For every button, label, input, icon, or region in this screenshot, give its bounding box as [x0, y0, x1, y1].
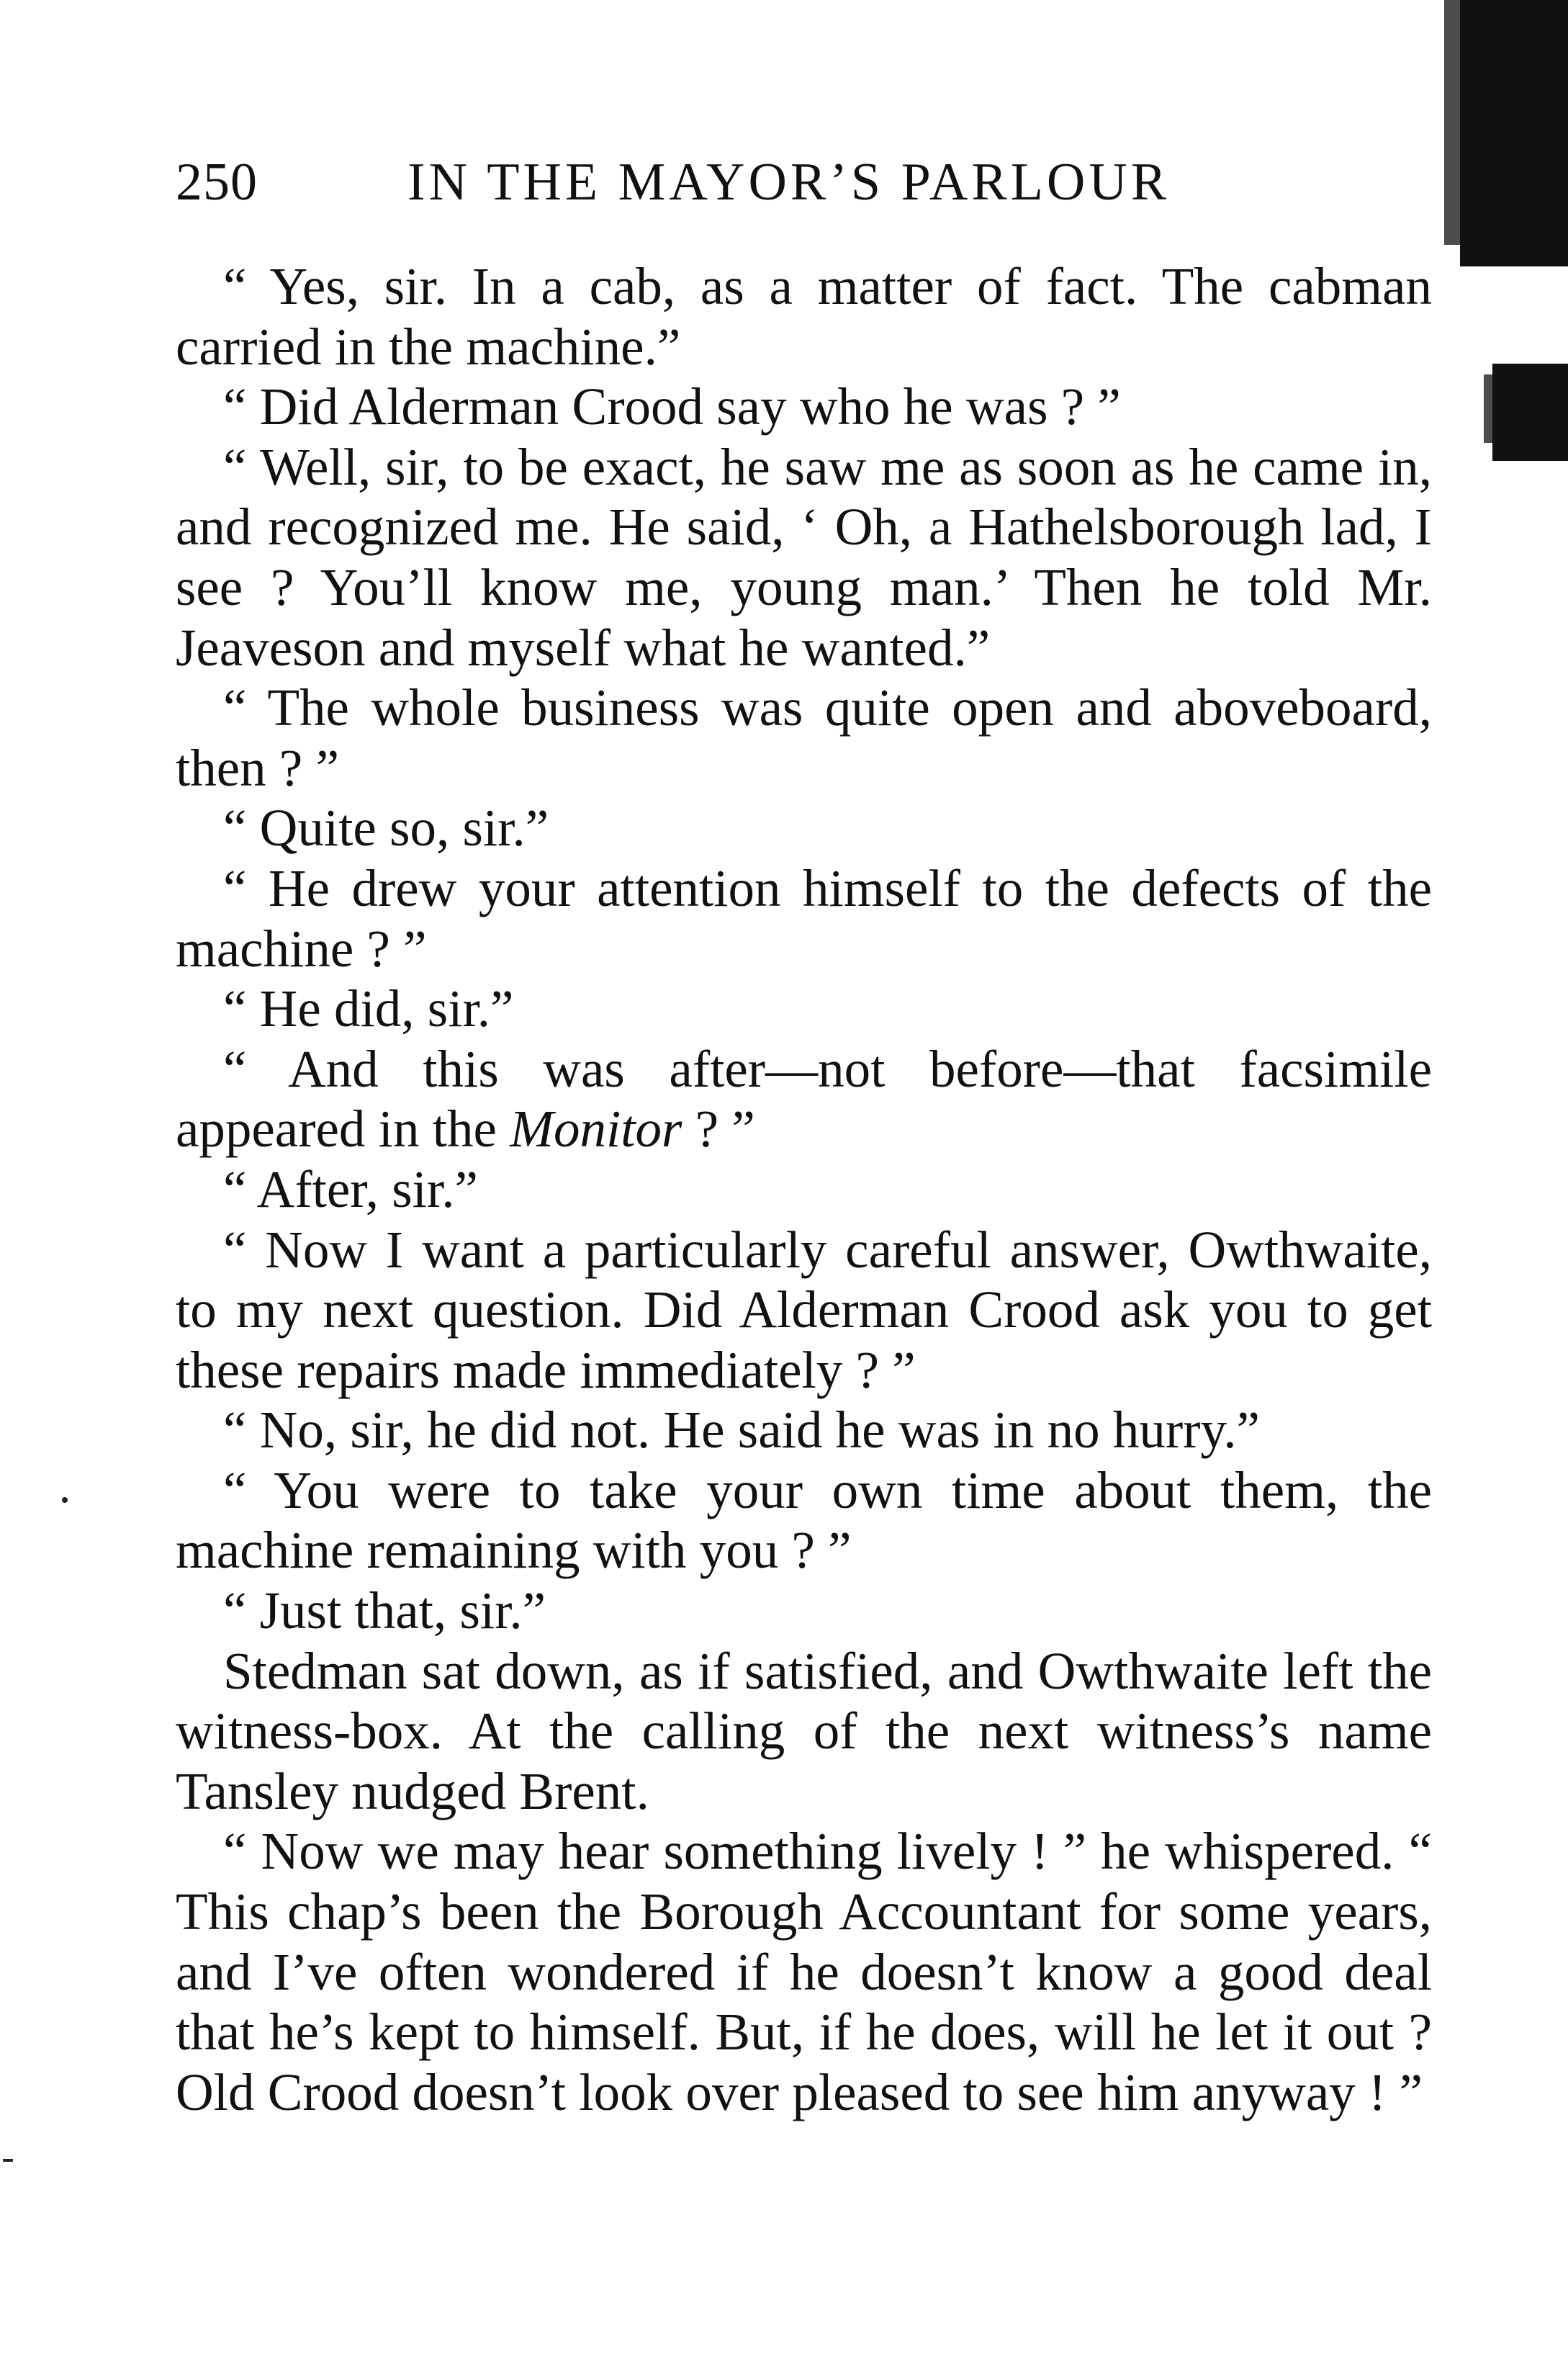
scan-edge-shadow [1484, 374, 1492, 443]
scan-edge-shadow [1444, 0, 1460, 245]
paragraph: “ He drew your attention himself to the defects of the machine ? ” [176, 858, 1432, 978]
scan-speck [62, 1497, 68, 1503]
paragraph: “ Quite so, sir.” [223, 799, 549, 858]
paragraph: “ No, sir, he did not. He said he was in no hurry.” [223, 1401, 1260, 1460]
scan-edge-shadow [1460, 0, 1568, 266]
paragraph: “ You were to take your own time about them, the machine remaining with you ? ” [176, 1460, 1432, 1580]
paragraph: “ Now I want a particularly careful answer, Owthwaite, to my next question. Did Alderman Crood ask you to get these repairs made immediately ? ” [176, 1220, 1432, 1399]
paragraph: “ Well, sir, to be exact, he saw me as soon as he came in, and recognized me. He said, ‘ Oh, a Hathelsborough lad, I see ? You’ll know me, young man.’ Then he told Mr. Jeaveson and myself what he wanted.” [176, 437, 1432, 677]
paragraph: “ The whole business was quite open and aboveboard, then ? ” [176, 678, 1432, 797]
paragraph: Stedman sat down, as if satisfied, and Owthwaite left the witness-box. At the calling of the next witness’s name Tansley nudged Brent. [176, 1641, 1432, 1820]
paragraph-text: ? ” [682, 1100, 755, 1159]
page-body [176, 256, 1432, 2122]
scan-edge-shadow [1492, 364, 1568, 461]
page-number: 250 [176, 153, 258, 212]
running-title: IN THE MAYOR’S PARLOUR [407, 153, 1171, 212]
paragraph: “ He did, sir.” [223, 979, 514, 1038]
scan-speck [3, 2159, 13, 2162]
paragraph-text: “ And this was after—not before—that facsimile appeared in the [176, 1039, 1432, 1159]
paragraph: “ Now we may hear something lively ! ” he whispered. “ This chap’s been the Borough Accountant for some years, and I’ve often wondered if he doesn’t know a good deal that he’s kept to himself. But, if he does, will he let it out ? Old Crood doesn’t look over pleased to see him anyway ! ” [176, 1822, 1432, 2121]
paragraph [176, 1039, 1432, 1159]
newspaper-title: Monitor [510, 1100, 682, 1159]
paragraph: “ Yes, sir. In a cab, as a matter of fact. The cabman carried in the machine.” [176, 257, 1432, 376]
paragraph: “ Just that, sir.” [223, 1581, 546, 1640]
page-header [176, 144, 1443, 230]
paragraph: “ Did Alderman Crood say who he was ? ” [223, 377, 1121, 436]
paragraph: “ After, sir.” [223, 1159, 478, 1218]
